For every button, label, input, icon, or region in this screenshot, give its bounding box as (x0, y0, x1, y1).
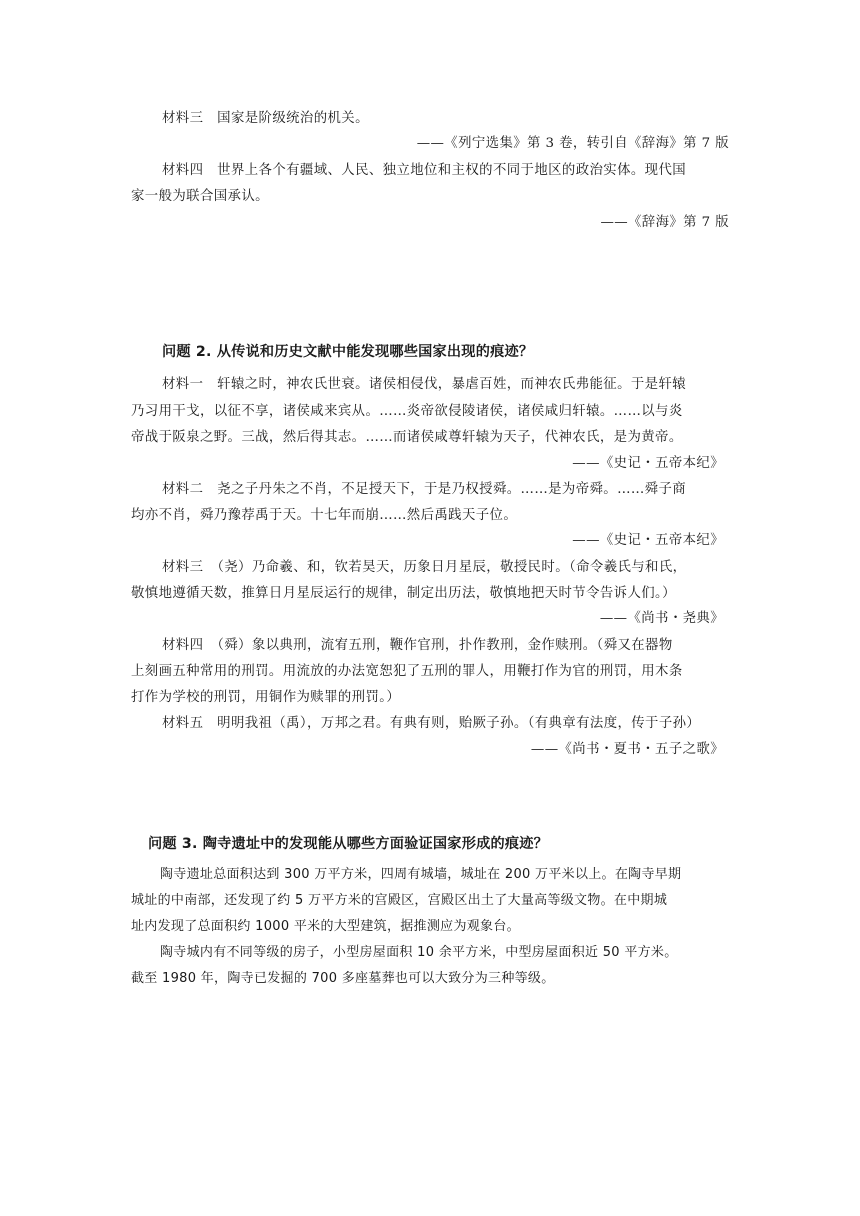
q2-material-3-line-2: 敬慎地遵循天数，推算日月星辰运行的规律，制定出历法，敬慎地把天时节令告诉人们。） (131, 586, 676, 601)
q2-material-4-line-3: 打作为学校的刑罚，用铜作为赎罪的刑罚。） (131, 690, 401, 705)
material-4-source: ——《辞海》第 7 版 (600, 215, 729, 230)
q3-paragraph-2-line-1: 陶寺城内有不同等级的房子，小型房屋面积 10 余平方米，中型房屋面积近 50 平方米。 (160, 945, 678, 960)
question-3-title: 问题 3. 陶寺遗址中的发现能从哪些方面验证国家形成的痕迹？ (148, 836, 549, 852)
q3-paragraph-1-line-3: 址内发现了总面积约 1000 平米的大型建筑，据推测应为观象台。 (131, 919, 520, 934)
material-3-source: ——《列宁选集》第 3 卷，转引自《辞海》第 7 版 (416, 136, 729, 151)
q3-paragraph-2-line-2: 截至 1980 年，陶寺已发掘的 700 多座墓葬也可以大致分为三种等级。 (131, 971, 555, 986)
q2-material-1-line-2: 乃习用干戈，以征不享，诸侯咸来宾从。……炎帝欲侵陵诸侯，诸侯咸归轩辕。……以与炎 (131, 404, 683, 419)
q2-material-2-line-2: 均亦不肖，舜乃豫荐禹于天。十七年而崩……然后禹践天子位。 (131, 508, 518, 523)
q3-paragraph-1-line-1: 陶寺遗址总面积达到 300 万平方米，四周有城墙，城址在 200 万平米以上。在陶寺早期 (160, 867, 682, 882)
material-3-text: 材料三 国家是阶级统治的机关。 (162, 111, 369, 126)
q2-material-2-source: ——《史记・五帝本纪》 (572, 533, 724, 548)
question-2-title: 问题 2. 从传说和历史文献中能发现哪些国家出现的痕迹？ (162, 344, 534, 360)
q2-material-4-line-2: 上刻画五种常用的刑罚。用流放的办法宽恕犯了五刑的罪人，用鞭打作为官的刑罚，用木条 (131, 664, 683, 679)
q2-material-4-line-1: 材料四 （舜）象以典刑，流宥五刑，鞭作官刑，扑作教刑，金作赎刑。（舜又在器物 (162, 638, 673, 653)
material-4-line-2: 家一般为联合国承认。 (131, 189, 269, 204)
q2-material-3-line-1: 材料三 （尧）乃命羲、和，钦若昊天，历象日月星辰，敬授民时。（命令羲氏与和氏， (162, 560, 687, 575)
q2-material-1-line-3: 帝战于阪泉之野。三战，然后得其志。……而诸侯咸尊轩辕为天子，代神农氏，是为黄帝。 (131, 430, 683, 445)
q2-material-3-source: ——《尚书・尧典》 (599, 611, 724, 626)
material-4-line-1: 材料四 世界上各个有疆域、人民、独立地位和主权的不同于地区的政治实体。现代国 (162, 163, 687, 178)
q3-paragraph-1-line-2: 城址的中南部，还发现了约 5 万平方米的宫殿区，宫殿区出土了大量高等级文物。在中期城 (131, 893, 668, 908)
q2-material-5-source: ——《尚书・夏书・五子之歌》 (530, 742, 724, 757)
q2-material-2-line-1: 材料二 尧之子丹朱之不肖，不足授天下，于是乃权授舜。……是为帝舜。……舜子商 (162, 482, 687, 497)
q2-material-5-line-1: 材料五 明明我祖（禹），万邦之君。有典有则，贻厥子孙。（有典章有法度，传于子孙） (162, 716, 701, 731)
q2-material-1-source: ——《史记・五帝本纪》 (572, 456, 724, 471)
q2-material-1-line-1: 材料一 轩辕之时，神农氏世衰。诸侯相侵伐，暴虐百姓，而神农氏弗能征。于是轩辕 (162, 377, 687, 392)
